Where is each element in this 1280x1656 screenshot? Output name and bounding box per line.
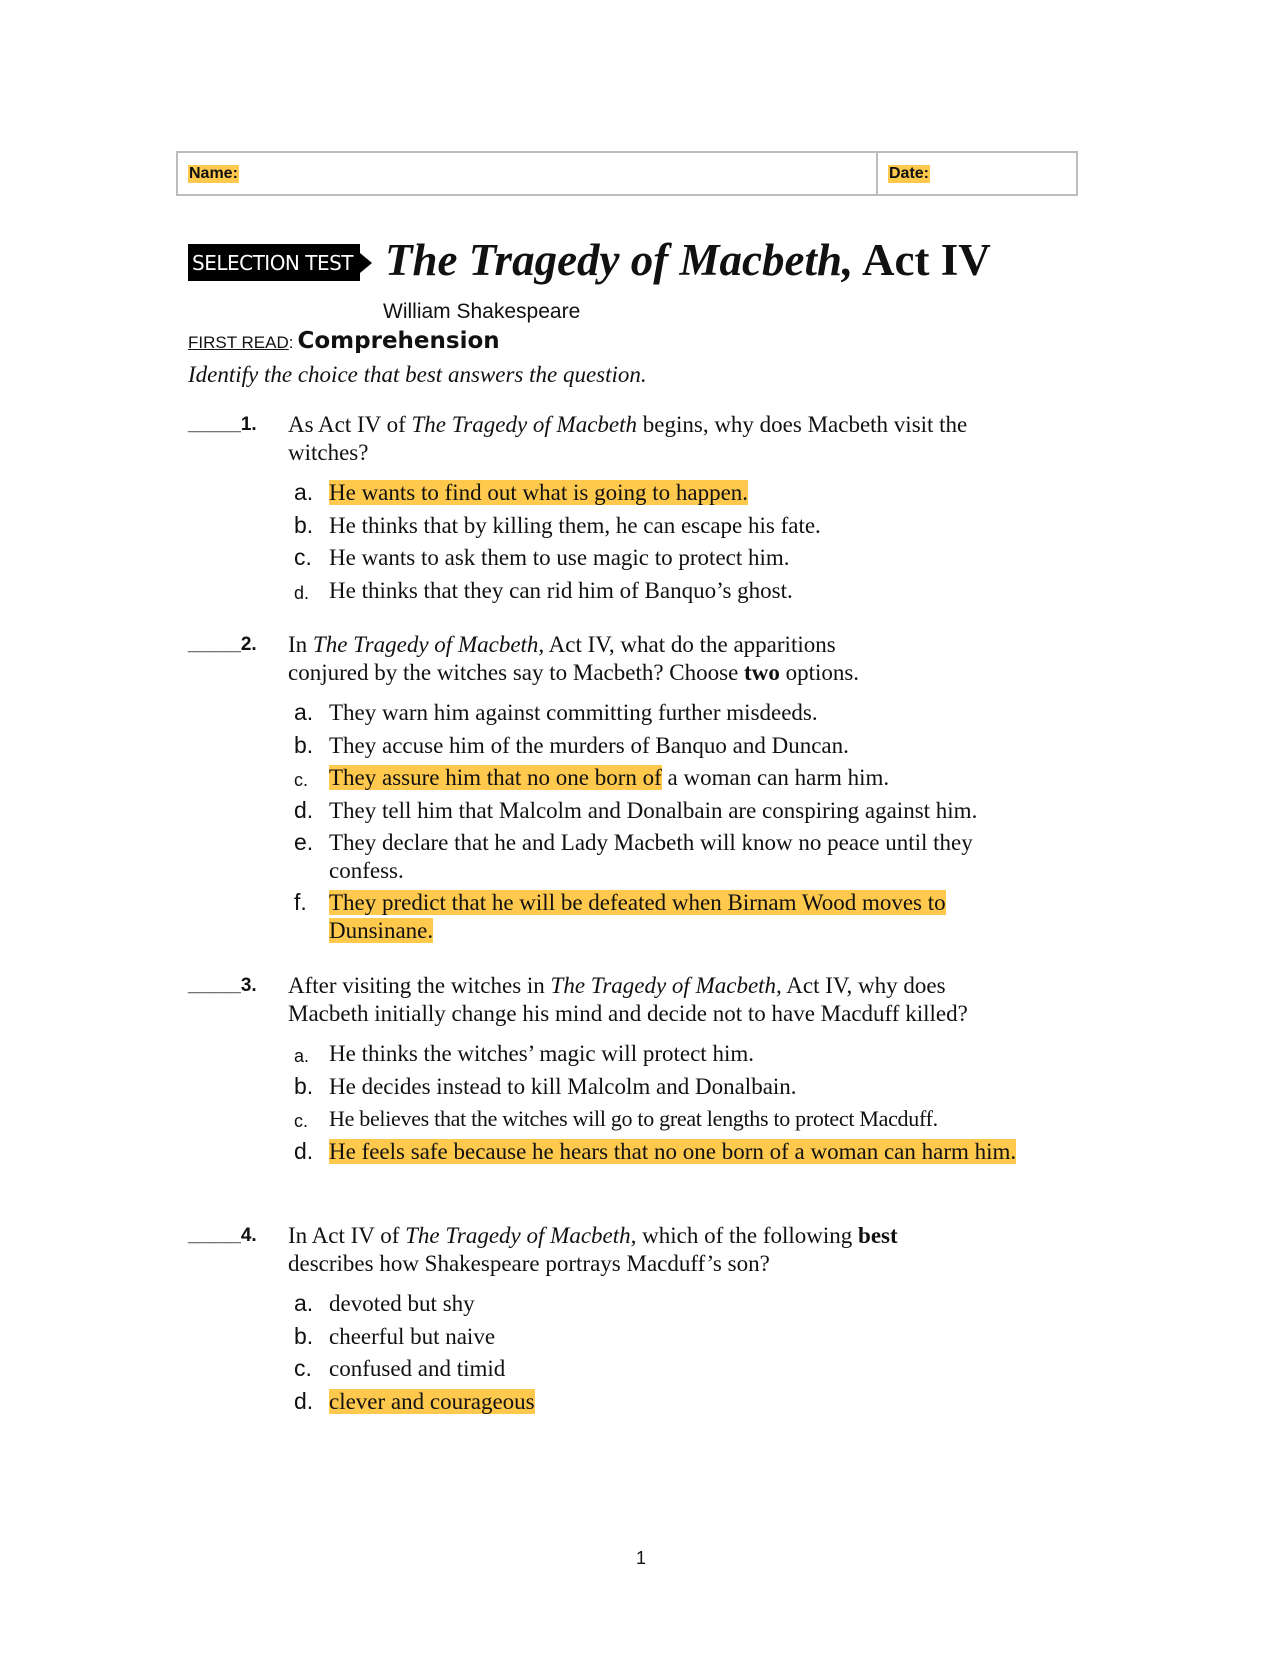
option-item[interactable] xyxy=(188,764,1088,792)
text-part: Act IV, what do the apparitions conjured by the witches say to Macbeth? Choose xyxy=(288,632,836,685)
option-text: devoted but shy xyxy=(329,1291,475,1316)
option-letter: a. xyxy=(294,1290,314,1316)
name-label: Name: xyxy=(189,164,238,182)
option-letter: b. xyxy=(294,511,314,538)
question-stem xyxy=(188,411,1088,467)
option-text: He believes that the witches will go to great lengths to protect Macduff. xyxy=(329,1106,938,1131)
option-letter: b. xyxy=(294,1072,314,1099)
option-text: confused and timid xyxy=(329,1356,506,1381)
page-number: 1 xyxy=(636,1548,647,1568)
option-item[interactable] xyxy=(188,1105,1088,1133)
option-highlight: They assure him that no one born of xyxy=(329,765,662,790)
option-item[interactable] xyxy=(188,1323,1088,1351)
text-part: begins, why does Macbeth visit the witches? xyxy=(288,412,968,465)
option-item[interactable] xyxy=(188,797,1088,825)
option-letter: c. xyxy=(294,1111,309,1131)
page-title xyxy=(385,234,991,286)
option-letter: e. xyxy=(294,829,314,855)
text-part: best xyxy=(858,1223,898,1248)
option-item[interactable] xyxy=(188,889,1088,944)
text-part: The Tragedy of Macbeth, xyxy=(312,632,545,657)
option-item[interactable] xyxy=(188,544,1088,572)
question-stem xyxy=(188,972,1088,1028)
option-letter: d. xyxy=(294,582,310,603)
option-letter: a. xyxy=(294,1046,310,1066)
question-text xyxy=(288,972,1028,1028)
option-item[interactable] xyxy=(188,577,1088,605)
comprehension-heading: Comprehension xyxy=(297,328,500,354)
title-rest: Act IV xyxy=(853,235,991,285)
option-text: They tell him that Malcolm and Donalbain are conspiring against him. xyxy=(329,797,978,823)
option-item[interactable] xyxy=(188,829,1088,884)
option-letter: c. xyxy=(294,1355,312,1381)
option-highlight: clever and courageous xyxy=(329,1388,535,1414)
question-stem xyxy=(188,631,1088,687)
option-item[interactable] xyxy=(188,1138,1088,1166)
text-part: The Tragedy of Macbeth, xyxy=(405,1223,637,1248)
name-date-box xyxy=(176,151,1078,196)
question-number[interactable]: _____3. xyxy=(188,975,257,996)
text-part: In Act IV of xyxy=(288,1223,406,1248)
text-part: As Act IV of xyxy=(288,412,412,437)
option-text: He wants to ask them to use magic to protect him. xyxy=(329,545,790,570)
question-number[interactable]: _____2. xyxy=(188,634,257,655)
question-text xyxy=(288,411,1048,467)
option-letter: d. xyxy=(294,796,314,823)
text-part: Act IV, why does Macbeth initially change his mind and decide not to have Macduff killed? xyxy=(288,973,968,1026)
option-letter: a. xyxy=(294,479,314,505)
option-letter: d. xyxy=(294,1137,314,1164)
question-4 xyxy=(188,1222,1088,1420)
text-part: The Tragedy of Macbeth xyxy=(411,412,638,437)
option-text: He thinks the witches’ magic will protect him. xyxy=(329,1041,754,1066)
date-label: Date: xyxy=(889,164,930,182)
option-item[interactable] xyxy=(188,1388,1088,1416)
question-text xyxy=(288,631,908,687)
question-1 xyxy=(188,411,1088,609)
option-text: cheerful but naive xyxy=(329,1323,496,1349)
text-part: After visiting the witches in xyxy=(288,973,551,998)
question-number[interactable]: _____4. xyxy=(188,1225,257,1246)
text-part: describes how Shakespeare portrays Macduff’s son? xyxy=(288,1251,770,1276)
question-stem xyxy=(188,1222,1088,1278)
option-letter: c. xyxy=(294,544,312,570)
option-highlight: He feels safe because he hears that no one born of a woman can harm him. xyxy=(329,1138,1017,1164)
option-letter: b. xyxy=(294,1322,314,1349)
option-list xyxy=(188,1040,1088,1165)
option-letter: a. xyxy=(294,699,314,725)
date-cell[interactable] xyxy=(878,153,1076,194)
option-list xyxy=(188,1290,1088,1415)
option-letter: c. xyxy=(294,770,309,790)
first-read-label: FIRST READ xyxy=(188,333,289,352)
option-item[interactable] xyxy=(188,479,1088,507)
author: William Shakespeare xyxy=(383,300,581,323)
text-part: The Tragedy of Macbeth, xyxy=(550,973,782,998)
text-part: In xyxy=(288,632,313,657)
instruction: Identify the choice that best answers the question. xyxy=(188,362,647,387)
option-item[interactable] xyxy=(188,699,1088,727)
option-item[interactable] xyxy=(188,1073,1088,1101)
question-number[interactable]: _____1. xyxy=(188,414,257,435)
option-item[interactable] xyxy=(188,1355,1088,1383)
title-italic: The Tragedy of Macbeth, xyxy=(385,235,854,285)
option-highlight: They predict that he will be defeated when Birnam Wood moves to Dunsinane. xyxy=(329,890,946,943)
option-item[interactable] xyxy=(188,1290,1088,1318)
option-item[interactable] xyxy=(188,732,1088,760)
option-text: He thinks that they can rid him of Banquo’s ghost. xyxy=(329,577,793,603)
option-letter: b. xyxy=(294,731,314,758)
option-text: They accuse him of the murders of Banquo and Duncan. xyxy=(329,732,849,758)
option-item[interactable] xyxy=(188,512,1088,540)
name-cell[interactable] xyxy=(178,153,878,194)
badge-arrow-icon xyxy=(360,253,372,273)
option-text: He thinks that by killing them, he can escape his fate. xyxy=(329,512,821,538)
option-text: They declare that he and Lady Macbeth will know no peace until they confess. xyxy=(329,830,973,883)
section-heading xyxy=(188,328,500,354)
option-item[interactable] xyxy=(188,1040,1088,1068)
option-text: He decides instead to kill Malcolm and Donalbain. xyxy=(329,1073,797,1099)
option-list xyxy=(188,699,1088,944)
text-part: which of the following xyxy=(636,1223,859,1248)
text-part: options. xyxy=(779,660,860,685)
option-rest: a woman can harm him. xyxy=(661,765,890,790)
option-list xyxy=(188,479,1088,604)
question-2 xyxy=(188,631,1088,949)
text-part: two xyxy=(744,660,780,685)
selection-test-badge: SELECTION TEST xyxy=(188,244,360,281)
option-letter: d. xyxy=(294,1387,314,1414)
section-colon: : xyxy=(288,333,294,352)
option-text: They warn him against committing further misdeeds. xyxy=(329,700,818,725)
option-letter: f. xyxy=(294,889,307,915)
option-highlight: He wants to find out what is going to happen. xyxy=(329,480,749,505)
question-text xyxy=(288,1222,908,1278)
question-3 xyxy=(188,972,1088,1170)
